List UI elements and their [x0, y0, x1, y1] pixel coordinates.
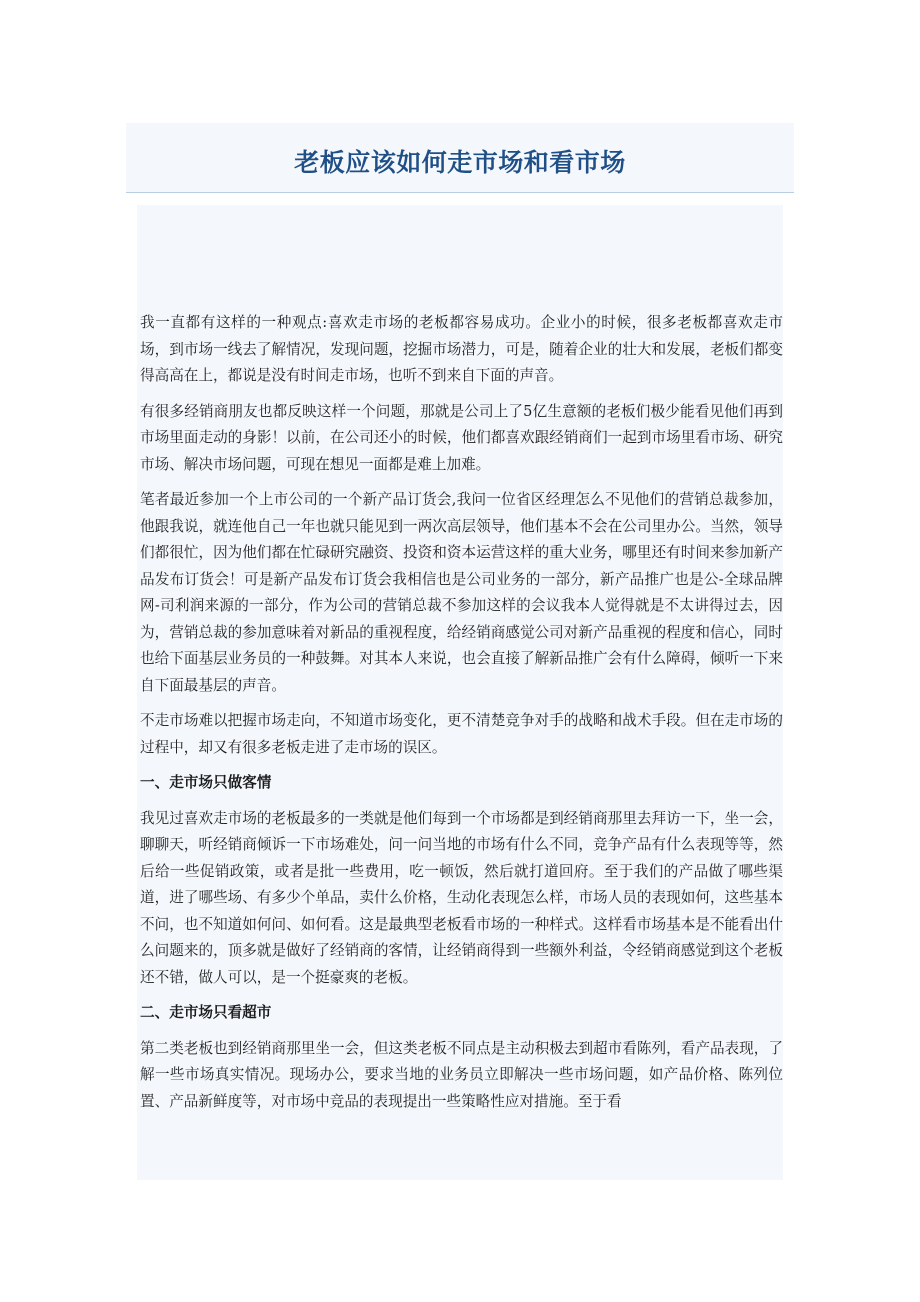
- article-body: [140, 310, 783, 1124]
- section-heading-2: 二、走市场只看超市: [140, 1004, 272, 1021]
- paragraph-product-launch: 笔者最近参加一个上市公司的一个新产品订货会,我问一位省区经理怎么不见他们的营销总裁参加，他跟我说，就连他自己一年也就只能见到一两次高层领导，他们基本不会在公司里办公。当然，领导们都很忙，因为他们都在忙碌研究融资、投资和资本运营这样的重大业务，哪里还有时间来参加新产品发布订货会！可是新产品发布订货会我相信也是公司业务的一部分，新产品推广也是公-全球品牌网-司利润来源的一部分，作为公司的营销总裁不参加这样的会议我本人觉得就是不太讲得过去，因为，营销总裁的参加意味着对新品的重视程度，给经销商感觉公司对新产品重视的程度和信心，同时也给下面基层业务员的一种鼓舞。对其本人来说，也会直接了解新品推广会有什么障碍，倾听一下来自下面最基层的声音。: [140, 491, 783, 694]
- article-body-panel: [137, 205, 783, 1180]
- paragraph-distributors: 有很多经销商朋友也都反映这样一个问题，那就是公司上了5亿生意额的老板们极少能看见他们再到市场里面走动的身影！以前，在公司还小的时候，他们都喜欢跟经销商们一起到市场里看市场、研究市场、解决市场问题，可现在想见一面都是难上加难。: [140, 402, 783, 473]
- page-title: 老板应该如何走市场和看市场: [294, 148, 626, 177]
- title-banner: [126, 123, 794, 193]
- section-paragraph-1: 我见过喜欢走市场的老板最多的一类就是他们每到一个市场都是到经销商那里去拜访一下，坐一会，聊聊天，听经销商倾诉一下市场难处，问一问当地的市场有什么不同，竞争产品有什么表现等等，然后给一些促销政策，或者是批一些费用，吃一顿饭，然后就打道回府。至于我们的产品做了哪些渠道，进了哪些场、有多少个单品，卖什么价格，生动化表现怎么样，市场人员的表现如何，这些基本不问，也不知道如何问、如何看。这是最典型老板看市场的一种样式。这样看市场基本是不能看出什么问题来的，顶多就是做好了经销商的客情，让经销商得到一些额外利益，令经销商感觉到这个老板还不错，做人可以，是一个挺豪爽的老板。: [140, 809, 783, 986]
- section-heading-1: 一、走市场只做客情: [140, 774, 272, 791]
- paragraph-intro: 我一直都有这样的一种观点:喜欢走市场的老板都容易成功。企业小的时候，很多老板都喜欢走市场，到市场一线去了解情况，发现问题，挖掘市场潜力，可是，随着企业的壮大和发展，老板们都变得高高在上，都说是没有时间走市场，也听不到来自下面的声音。: [140, 314, 783, 384]
- section-paragraph-2: 第二类老板也到经销商那里坐一会，但这类老板不同点是主动积极去到超市看陈列，看产品表现，了解一些市场真实情况。现场办公，要求当地的业务员立即解决一些市场问题，如产品价格、陈列位置、产品新鲜度等，对市场中竞品的表现提出一些策略性应对措施。至于看: [140, 1039, 783, 1110]
- paragraph-misconception: 不走市场难以把握市场走向，不知道市场变化，更不清楚竞争对手的战略和战术手段。但在走市场的过程中，却又有很多老板走进了走市场的误区。: [140, 712, 783, 756]
